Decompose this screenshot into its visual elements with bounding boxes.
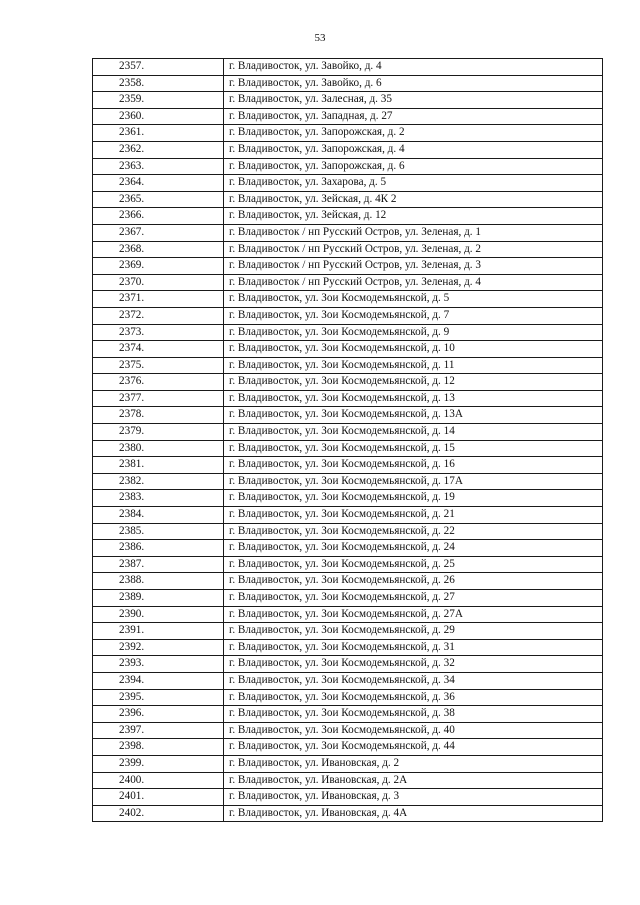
row-address: г. Владивосток, ул. Зейская, д. 4К 2 (224, 191, 603, 208)
row-address: г. Владивосток, ул. Зои Космодемьянской, д. 13А (224, 407, 603, 424)
table-row (93, 108, 603, 125)
row-number: 2371. (93, 291, 224, 308)
row-address: г. Владивосток, ул. Зои Космодемьянской, д. 7 (224, 307, 603, 324)
table-row (93, 755, 603, 772)
row-address: г. Владивосток, ул. Завойко, д. 6 (224, 75, 603, 92)
table-row (93, 125, 603, 142)
row-number: 2380. (93, 440, 224, 457)
address-table (92, 58, 603, 822)
row-number: 2384. (93, 507, 224, 524)
row-address: г. Владивосток, ул. Зои Космодемьянской, д. 12 (224, 374, 603, 391)
table-row (93, 92, 603, 109)
table-row (93, 706, 603, 723)
row-address: г. Владивосток, ул. Зои Космодемьянской, д. 14 (224, 424, 603, 441)
row-number: 2392. (93, 639, 224, 656)
row-address: г. Владивосток / нп Русский Остров, ул. Зеленая, д. 4 (224, 274, 603, 291)
row-number: 2368. (93, 241, 224, 258)
row-number: 2365. (93, 191, 224, 208)
table-row (93, 357, 603, 374)
row-address: г. Владивосток, ул. Зои Космодемьянской, д. 22 (224, 523, 603, 540)
table-row (93, 407, 603, 424)
row-address: г. Владивосток, ул. Зои Космодемьянской, д. 15 (224, 440, 603, 457)
row-number: 2377. (93, 390, 224, 407)
row-number: 2363. (93, 158, 224, 175)
row-number: 2362. (93, 141, 224, 158)
row-address: г. Владивосток, ул. Западная, д. 27 (224, 108, 603, 125)
table-row (93, 623, 603, 640)
row-address: г. Владивосток, ул. Ивановская, д. 4А (224, 805, 603, 822)
table-row (93, 656, 603, 673)
table-row (93, 789, 603, 806)
row-number: 2375. (93, 357, 224, 374)
row-address: г. Владивосток, ул. Зои Космодемьянской, д. 25 (224, 556, 603, 573)
row-number: 2376. (93, 374, 224, 391)
row-address: г. Владивосток, ул. Зои Космодемьянской, д. 11 (224, 357, 603, 374)
row-address: г. Владивосток / нп Русский Остров, ул. Зеленая, д. 2 (224, 241, 603, 258)
table-row (93, 722, 603, 739)
table-row (93, 59, 603, 76)
row-address: г. Владивосток, ул. Зои Космодемьянской, д. 36 (224, 689, 603, 706)
table-row (93, 606, 603, 623)
row-address: г. Владивосток, ул. Ивановская, д. 2 (224, 755, 603, 772)
row-number: 2399. (93, 755, 224, 772)
table-row (93, 224, 603, 241)
table-row (93, 274, 603, 291)
row-number: 2367. (93, 224, 224, 241)
table-row (93, 440, 603, 457)
table-row (93, 540, 603, 557)
row-number: 2372. (93, 307, 224, 324)
row-number: 2381. (93, 457, 224, 474)
table-row (93, 573, 603, 590)
row-address: г. Владивосток, ул. Зои Космодемьянской, д. 10 (224, 341, 603, 358)
row-number: 2385. (93, 523, 224, 540)
row-number: 2370. (93, 274, 224, 291)
row-number: 2386. (93, 540, 224, 557)
row-number: 2383. (93, 490, 224, 507)
row-number: 2402. (93, 805, 224, 822)
table-row (93, 208, 603, 225)
table-row (93, 739, 603, 756)
row-address: г. Владивосток, ул. Зои Космодемьянской, д. 19 (224, 490, 603, 507)
row-number: 2373. (93, 324, 224, 341)
row-number: 2359. (93, 92, 224, 109)
row-number: 2396. (93, 706, 224, 723)
row-number: 2382. (93, 473, 224, 490)
row-number: 2393. (93, 656, 224, 673)
row-address: г. Владивосток, ул. Зои Космодемьянской, д. 32 (224, 656, 603, 673)
row-address: г. Владивосток, ул. Захарова, д. 5 (224, 175, 603, 192)
row-number: 2395. (93, 689, 224, 706)
row-address: г. Владивосток, ул. Зои Космодемьянской, д. 5 (224, 291, 603, 308)
table-row (93, 457, 603, 474)
row-address: г. Владивосток, ул. Зои Космодемьянской, д. 31 (224, 639, 603, 656)
row-address: г. Владивосток, ул. Завойко, д. 4 (224, 59, 603, 76)
row-address: г. Владивосток, ул. Зои Космодемьянской, д. 29 (224, 623, 603, 640)
row-number: 2366. (93, 208, 224, 225)
row-number: 2388. (93, 573, 224, 590)
table-row (93, 374, 603, 391)
row-address: г. Владивосток, ул. Зои Космодемьянской, д. 27А (224, 606, 603, 623)
row-address: г. Владивосток, ул. Запорожская, д. 4 (224, 141, 603, 158)
row-number: 2361. (93, 125, 224, 142)
row-number: 2390. (93, 606, 224, 623)
row-address: г. Владивосток, ул. Зои Космодемьянской, д. 16 (224, 457, 603, 474)
table-row (93, 473, 603, 490)
row-number: 2400. (93, 772, 224, 789)
table-row (93, 158, 603, 175)
row-number: 2391. (93, 623, 224, 640)
row-address: г. Владивосток, ул. Зои Космодемьянской, д. 40 (224, 722, 603, 739)
row-address: г. Владивосток / нп Русский Остров, ул. Зеленая, д. 3 (224, 258, 603, 275)
row-address: г. Владивосток, ул. Зои Космодемьянской, д. 17А (224, 473, 603, 490)
row-number: 2358. (93, 75, 224, 92)
row-address: г. Владивосток, ул. Зои Космодемьянской, д. 13 (224, 390, 603, 407)
row-address: г. Владивосток, ул. Зейская, д. 12 (224, 208, 603, 225)
table-body (93, 59, 603, 822)
table-row (93, 424, 603, 441)
row-number: 2369. (93, 258, 224, 275)
row-address: г. Владивосток, ул. Залесная, д. 35 (224, 92, 603, 109)
table-row (93, 307, 603, 324)
table-row (93, 75, 603, 92)
row-address: г. Владивосток, ул. Зои Космодемьянской, д. 24 (224, 540, 603, 557)
table-row (93, 590, 603, 607)
table-row (93, 772, 603, 789)
row-address: г. Владивосток, ул. Зои Космодемьянской, д. 27 (224, 590, 603, 607)
table-row (93, 556, 603, 573)
row-address: г. Владивосток, ул. Зои Космодемьянской, д. 38 (224, 706, 603, 723)
row-number: 2357. (93, 59, 224, 76)
row-number: 2398. (93, 739, 224, 756)
row-number: 2387. (93, 556, 224, 573)
table-row (93, 141, 603, 158)
row-number: 2394. (93, 672, 224, 689)
row-address: г. Владивосток, ул. Ивановская, д. 3 (224, 789, 603, 806)
table-row (93, 805, 603, 822)
row-number: 2401. (93, 789, 224, 806)
row-number: 2378. (93, 407, 224, 424)
row-number: 2397. (93, 722, 224, 739)
page-number: 53 (314, 32, 326, 44)
row-address: г. Владивосток, ул. Зои Космодемьянской, д. 9 (224, 324, 603, 341)
table-row (93, 390, 603, 407)
row-number: 2389. (93, 590, 224, 607)
table-row (93, 341, 603, 358)
row-address: г. Владивосток, ул. Ивановская, д. 2А (224, 772, 603, 789)
table-row (93, 523, 603, 540)
table-row (93, 689, 603, 706)
row-number: 2360. (93, 108, 224, 125)
row-address: г. Владивосток / нп Русский Остров, ул. Зеленая, д. 1 (224, 224, 603, 241)
table-row (93, 191, 603, 208)
row-number: 2364. (93, 175, 224, 192)
row-number: 2374. (93, 341, 224, 358)
row-address: г. Владивосток, ул. Запорожская, д. 6 (224, 158, 603, 175)
row-address: г. Владивосток, ул. Запорожская, д. 2 (224, 125, 603, 142)
row-address: г. Владивосток, ул. Зои Космодемьянской, д. 44 (224, 739, 603, 756)
row-number: 2379. (93, 424, 224, 441)
table-row (93, 507, 603, 524)
row-address: г. Владивосток, ул. Зои Космодемьянской, д. 34 (224, 672, 603, 689)
table-row (93, 324, 603, 341)
table-row (93, 241, 603, 258)
table-row (93, 258, 603, 275)
table-row (93, 639, 603, 656)
table-row (93, 175, 603, 192)
row-address: г. Владивосток, ул. Зои Космодемьянской, д. 26 (224, 573, 603, 590)
table-row (93, 672, 603, 689)
table-row (93, 291, 603, 308)
row-address: г. Владивосток, ул. Зои Космодемьянской, д. 21 (224, 507, 603, 524)
table-row (93, 490, 603, 507)
